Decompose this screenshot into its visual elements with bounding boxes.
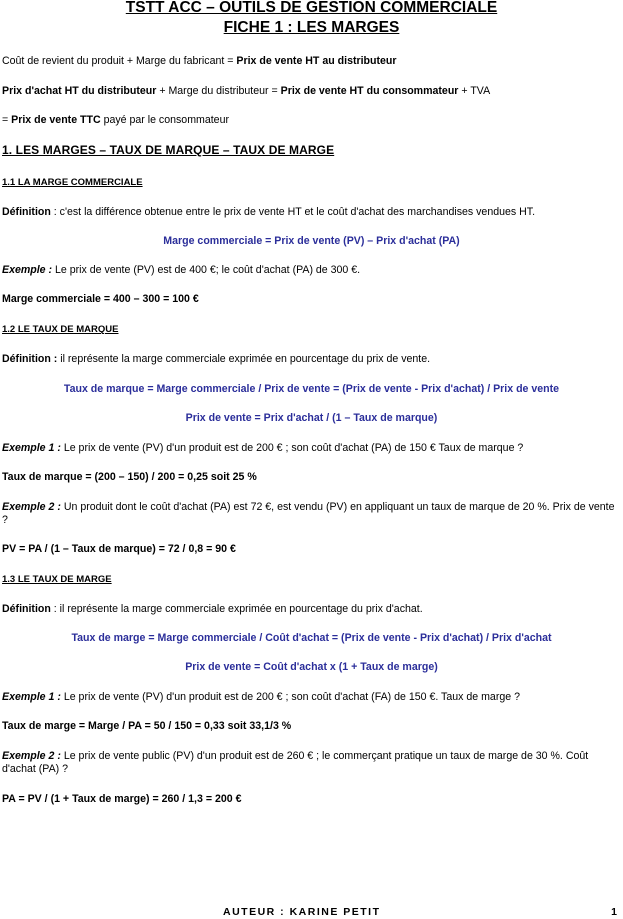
- result-text: PA = PV / (1 + Taux de marge) = 260 / 1,3 = 200 €: [2, 793, 242, 805]
- definition-1-1: [2, 206, 619, 219]
- intro-bold: Prix de vente TTC: [11, 114, 101, 126]
- document-subtitle: FICHE 1 : LES MARGES: [223, 19, 400, 36]
- example-text: Le prix de vente (PV) d'un produit est de 200 € ; son coût d'achat (PA) de 150 € Taux de marque ?: [60, 442, 524, 454]
- example-text: Le prix de vente (PV) d'un produit est de 200 € ; son coût d'achat (FA) de 150 €. Taux de marge ?: [60, 691, 520, 703]
- result-text: Marge commerciale = 400 – 300 = 100 €: [2, 293, 199, 305]
- subsection-1-3-heading: 1.3 LE TAUX DE MARGE: [2, 574, 112, 585]
- result-1-2-2: [2, 543, 619, 556]
- example-1-2-2: [2, 501, 619, 527]
- example-1-1: [2, 264, 619, 277]
- footer-author: AUTEUR : KARINE PETIT: [223, 906, 381, 918]
- example-text: Un produit dont le coût d'achat (PA) est 72 €, est vendu (PV) en appliquant un taux de marque de 20 %. Prix de vente ?: [2, 501, 615, 526]
- example-label: Exemple 1 :: [2, 442, 61, 454]
- section-1-heading: 1. LES MARGES – TAUX DE MARQUE – TAUX DE MARGE: [2, 143, 335, 157]
- definition-1-2: [2, 353, 619, 366]
- definition-label: Définition :: [2, 353, 58, 365]
- subsection-1-1-heading: 1.1 LA MARGE COMMERCIALE: [2, 177, 143, 188]
- definition-text: : c'est la différence obtenue entre le prix de vente HT et le coût d'achat des marchandises vendues HT.: [50, 206, 536, 218]
- definition-label: Définition: [2, 206, 51, 218]
- intro-line-1: [2, 55, 619, 68]
- intro-text: payé par le consommateur: [100, 114, 229, 126]
- example-text: Le prix de vente (PV) est de 400 €; le coût d'achat (PA) de 300 €.: [52, 264, 361, 276]
- page-number: 1: [611, 906, 617, 918]
- example-1-2-1: [2, 442, 619, 455]
- intro-bold: Prix de vente HT du consommateur: [280, 85, 459, 97]
- intro-text: =: [2, 114, 12, 126]
- example-label: Exemple 1 :: [2, 691, 61, 703]
- intro-text: Coût de revient du produit + Marge du fabricant =: [2, 55, 237, 67]
- document-title: TSTT ACC – OUTILS DE GESTION COMMERCIALE: [125, 0, 498, 16]
- result-1-3-2: [2, 793, 619, 806]
- result-1-2-1: [2, 471, 619, 484]
- definition-label: Définition: [2, 603, 51, 615]
- result-text: Taux de marge = Marge / PA = 50 / 150 = 0,33 soit 33,1/3 %: [2, 720, 292, 732]
- example-1-3-2: [2, 750, 619, 776]
- formula-taux-de-marge: Taux de marge = Marge commerciale / Coût d'achat = (Prix de vente - Prix d'achat) / Prix d'achat: [71, 632, 552, 644]
- intro-bold: Prix d'achat HT du distributeur: [2, 85, 157, 97]
- definition-1-3: [2, 603, 619, 616]
- example-label: Exemple 2 :: [2, 750, 61, 762]
- example-label: Exemple :: [2, 264, 53, 276]
- subsection-1-2-heading: 1.2 LE TAUX DE MARQUE: [2, 324, 119, 335]
- intro-line-2: [2, 85, 619, 98]
- formula-taux-de-marque: Taux de marque = Marge commerciale / Prix de vente = (Prix de vente - Prix d'achat) / Prix de vente: [63, 383, 560, 395]
- result-1-3-1: [2, 720, 619, 733]
- example-text: Le prix de vente public (PV) d'un produit est de 260 € ; le commerçant pratique un taux de marge de 30 %. Coût d'achat (PA) ?: [2, 750, 589, 775]
- result-text: PV = PA / (1 – Taux de marque) = 72 / 0,8 = 90 €: [2, 543, 236, 555]
- formula-marge-commerciale: Marge commerciale = Prix de vente (PV) – Prix d'achat (PA): [163, 235, 460, 247]
- intro-text: + Marge du distributeur =: [156, 85, 281, 97]
- definition-text: il représente la marge commerciale exprimée en pourcentage du prix de vente.: [57, 353, 431, 365]
- result-text: Taux de marque = (200 – 150) / 200 = 0,25 soit 25 %: [2, 471, 257, 483]
- example-label: Exemple 2 :: [2, 501, 61, 513]
- intro-bold: Prix de vente HT au distributeur: [236, 55, 397, 67]
- result-1-1: [2, 293, 619, 306]
- example-1-3-1: [2, 691, 619, 704]
- definition-text: : il représente la marge commerciale exprimée en pourcentage du prix d'achat.: [50, 603, 423, 615]
- formula-prix-de-vente-marque: Prix de vente = Prix d'achat / (1 – Taux de marque): [185, 412, 438, 424]
- intro-line-3: [2, 114, 619, 127]
- intro-text: + TVA: [458, 85, 491, 97]
- formula-prix-de-vente-marge: Prix de vente = Coût d'achat x (1 + Taux de marge): [185, 661, 438, 673]
